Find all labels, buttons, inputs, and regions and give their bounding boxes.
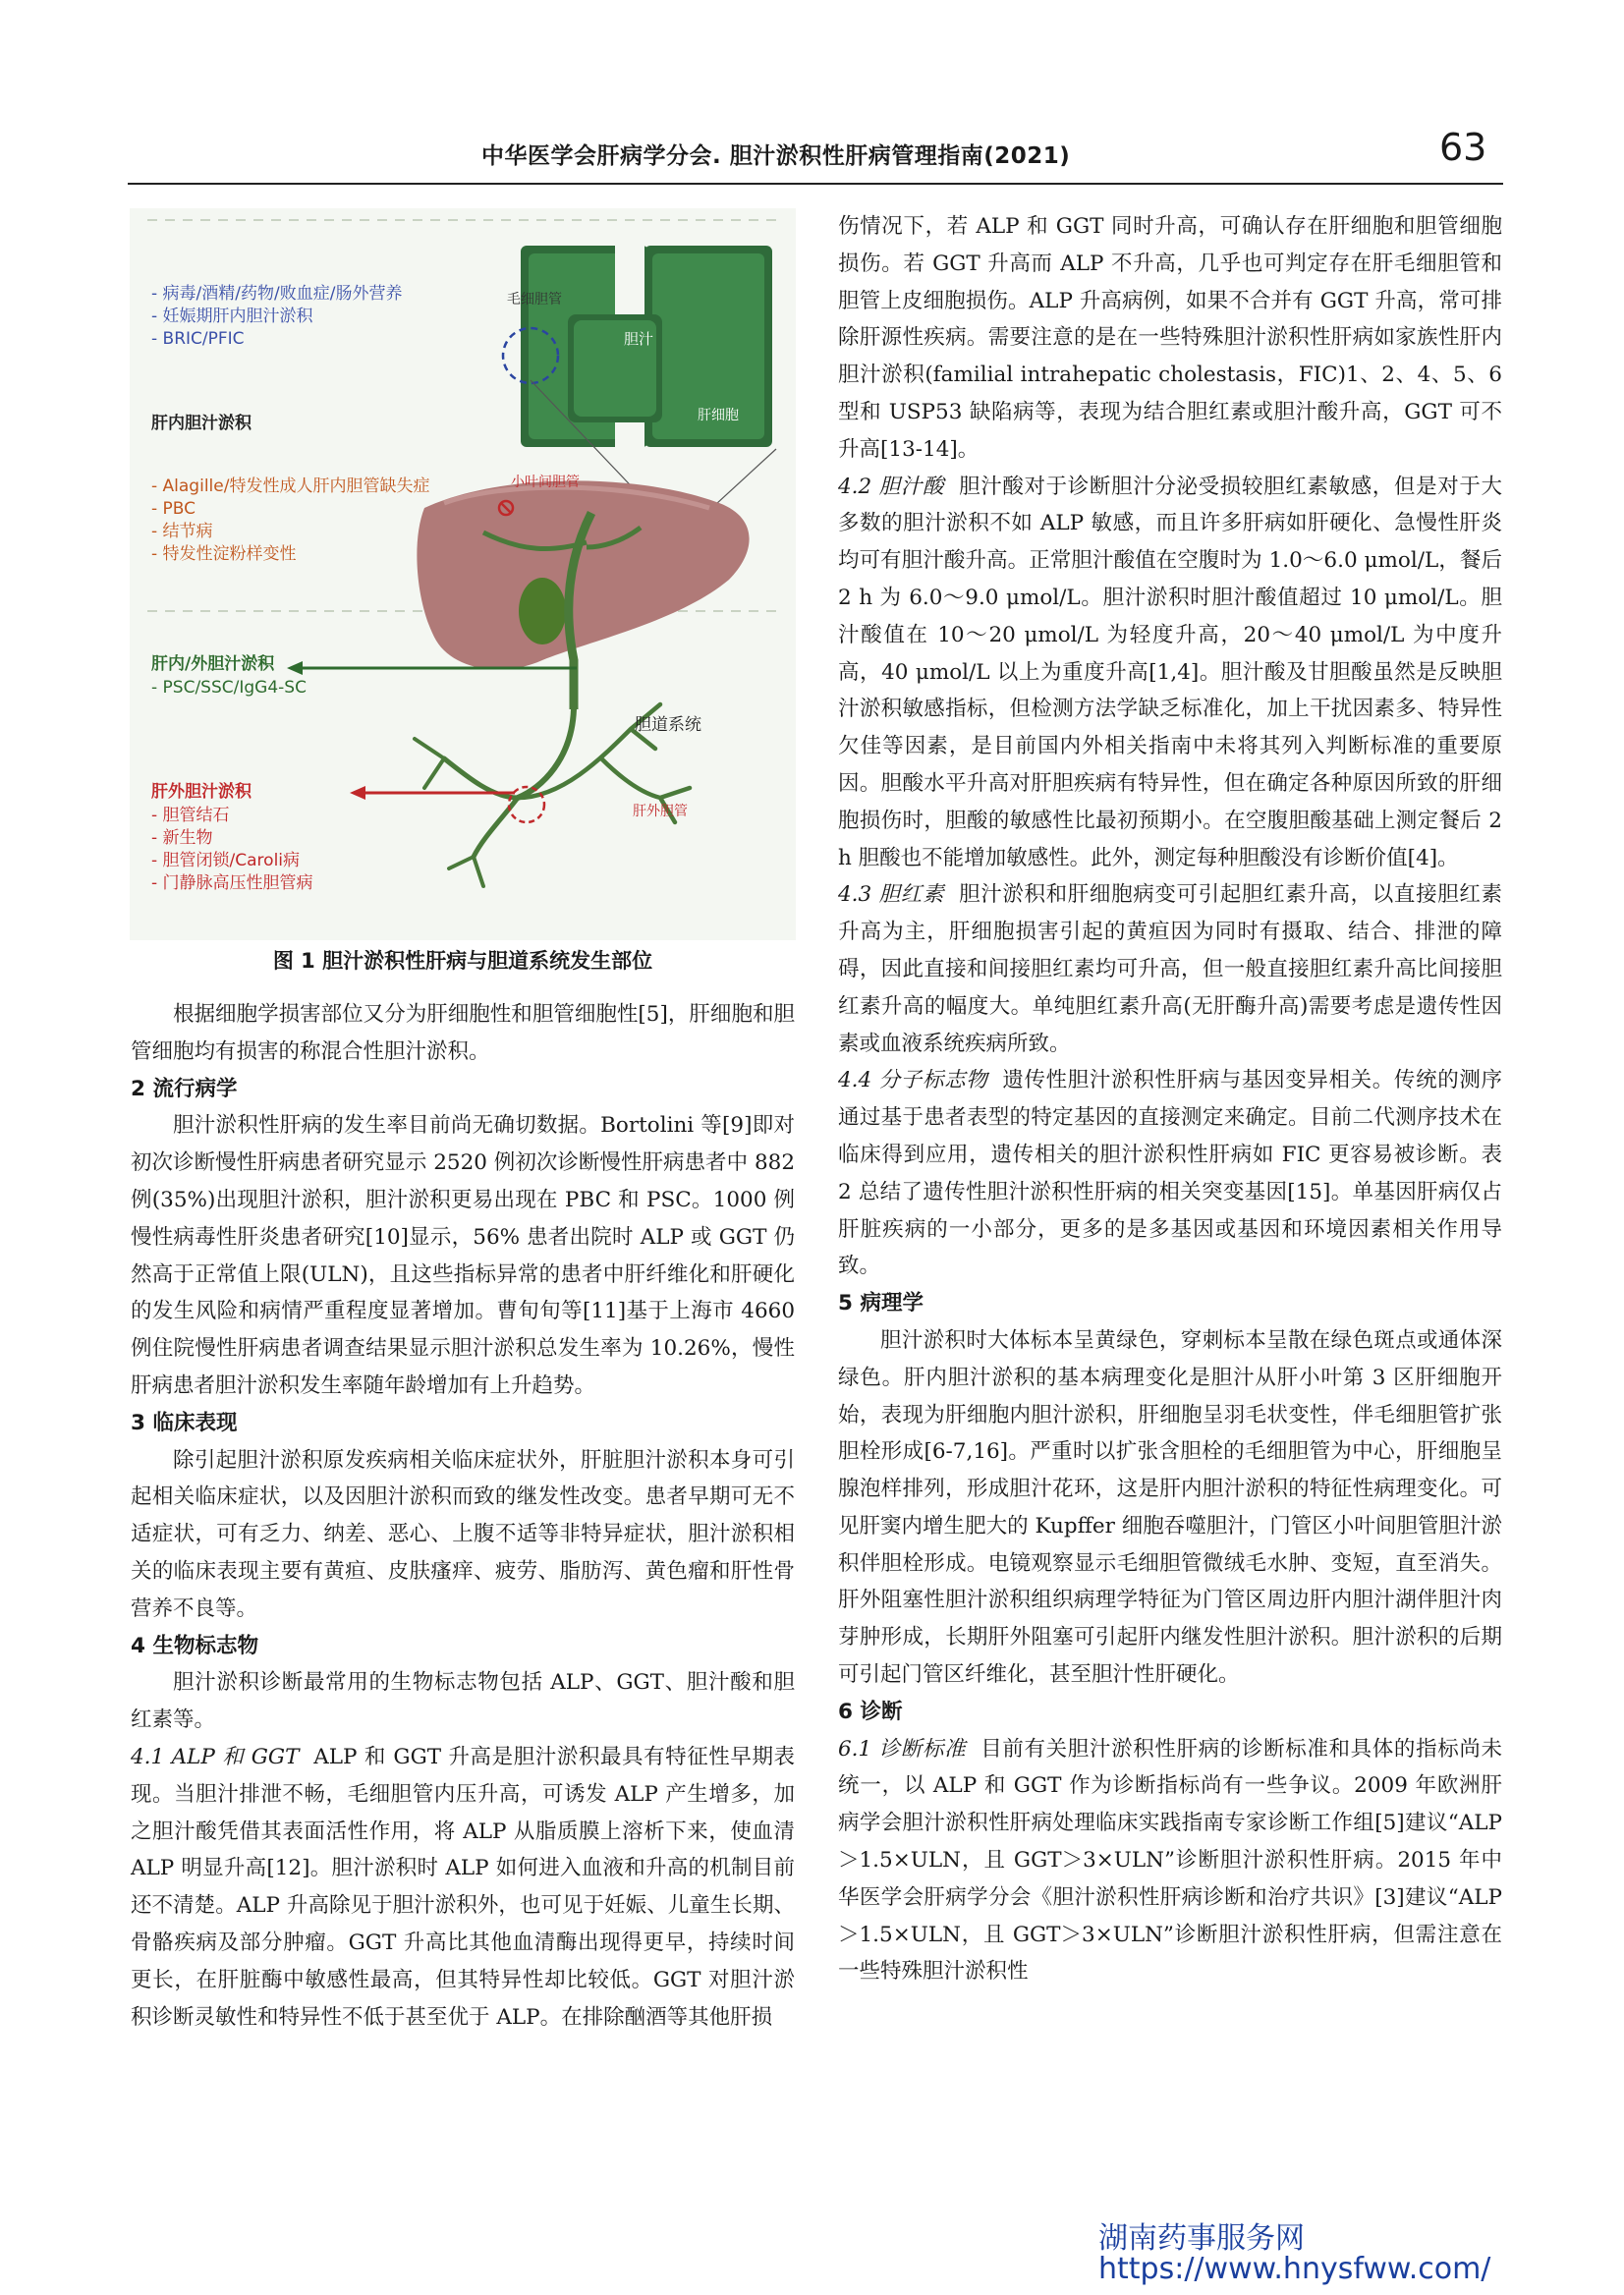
- liver-shape: [417, 480, 749, 709]
- label-hepatocyte: 肝细胞: [698, 408, 739, 423]
- figure-group3-item: - PSC/SSC/IgG4-SC: [151, 678, 307, 698]
- label-biliary-system: 胆道系统: [635, 715, 701, 735]
- figure-group2-item: - PBC: [151, 499, 196, 519]
- figure-title-intrahepatic: 肝内胆汁淤积: [151, 414, 252, 433]
- label-capillary: 毛细胆管: [507, 292, 562, 308]
- header-rule: [128, 183, 1503, 185]
- figure-group2: [151, 476, 429, 566]
- figure-title-intra-extra: 肝内/外胆汁淤积: [151, 654, 275, 674]
- figure-group4-item: - 胆管闭锁/Caroli病: [151, 851, 301, 870]
- page-number: 63: [1439, 126, 1487, 169]
- paragraph: [838, 876, 1502, 1062]
- figure-group4-item: - 胆管结石: [151, 806, 230, 825]
- paragraph: 胆汁淤积性肝病的发生率目前尚无确切数据。Bortolini 等[9]即对初次诊断慢性肝病患者研究显示 2520 例初次诊断慢性肝病患者中 882 例(35%)出现胆汁淤积，胆汁淤积更易出现在 PBC 和 PSC。1000 例慢性病毒性肝炎患者研究[10]显示，56% 患者出院时 ALP 或 GGT 仍然高于正常值上限(ULN)，且这些指标异常的患者中肝纤维化和肝硬化的发生风险和病情严重程度显著增加。曹旬旬等[11]基于上海市 4660 例住院慢性肝病患者调查结果显示胆汁淤积总发生率为 10.26%，慢性肝病患者胆汁淤积发生率随年龄增加有上升趋势。: [131, 1113, 795, 1398]
- figure-1: [130, 208, 796, 940]
- figure-group4-item: - 门静脉高压性胆管病: [151, 873, 313, 893]
- right-column: [838, 208, 1502, 1990]
- paragraph: 胆汁淤积诊断最常用的生物标志物包括 ALP、GGT、胆汁酸和胆红素等。: [131, 1670, 795, 1733]
- figure-group1-item: - 病毒/酒精/药物/败血症/肠外营养: [151, 284, 403, 304]
- paragraph-body: 胆汁酸对于诊断胆汁分泌受损较胆红素敏感，但是对于大多数的胆汁淤积不如 ALP 敏感，而且许多肝病如肝硬化、急慢性肝炎均可有胆汁酸升高。正常胆汁酸值在空腹时为 1.0～6.0 μmol/L，餐后 2 h 为 6.0～9.0 μmol/L。胆汁淤积时胆汁酸值超过 10 μmol/L。胆汁酸值在 10～20 μmol/L 为轻度升高，20～40 μmol/L 为中度升高，40 μmol/L 以上为重度升高[1,4]。胆汁酸及甘胆酸虽然是反映胆汁淤积敏感指标，但检测方法学缺乏标准化，加上干扰因素多、特异性欠佳等因素，是目前国内外相关指南中未将其列入判断标准的重要原因。胆酸水平升高对肝胆疾病有特异性，但在确定各种原因所致的肝细胞损伤时，胆酸的敏感性比最初预期小。在空腹胆酸基础上测定餐后 2 h 胆酸也不能增加敏感性。此外，测定每种胆酸没有诊断价值[4]。: [838, 474, 1503, 870]
- section-heading: 2 流行病学: [131, 1076, 238, 1101]
- figure-group2-item: - 结节病: [151, 522, 213, 541]
- paragraph-body: 胆汁淤积和肝细胞病变可引起胆红素升高，以直接胆红素升高为主，肝细胞损害引起的黄疸因为同时有摄取、结合、排泄的障碍，因此直接和间接胆红素均可升高，但一般直接胆红素升高比间接胆红素升高的幅度大。单纯胆红素升高(无肝酶升高)需要考虑是遗传性因素或血液系统疾病所致。: [838, 882, 1503, 1056]
- figure-group4-item: - 新生物: [151, 828, 213, 848]
- section-heading: 5 病理学: [838, 1291, 924, 1316]
- paragraph-body: 目前有关胆汁淤积性肝病的诊断标准和具体的指标尚未统一，以 ALP 和 GGT 作为诊断指标尚有一些争议。2009 年欧洲肝病学会胆汁淤积性肝病处理临床实践指南专家诊断工作组[5]建议“ALP＞1.5×ULN，且 GGT＞3×ULN”诊断胆汁淤积性肝病。2015 年中华医学会肝病学分会《胆汁淤积性肝病诊断和治疗共识》[3]建议“ALP＞1.5×ULN，且 GGT＞3×ULN”诊断胆汁淤积性肝病，但需注意在一些特殊胆汁淤积性: [838, 1736, 1503, 1985]
- figure-group2-item: - Alagille/特发性成人肝内胆管缺失症: [151, 476, 430, 496]
- paragraph: [131, 1739, 795, 2036]
- section-heading: 3 临床表现: [131, 1410, 238, 1435]
- paragraph: [838, 469, 1502, 877]
- paragraph-body: 遗传性胆汁淤积性肝病与基因变异相关。传统的测序通过基于患者表型的特定基因的直接测定来确定。目前二代测序技术在临床得到应用，遗传相关的胆汁淤积性肝病如 FIC 更容易被诊断。表 2 总结了遗传性胆汁淤积性肝病的相关突变基因[15]。单基因肝病仅占肝脏疾病的一小部分，更多的是多基因或基因和环境因素相关作用导致。: [838, 1068, 1503, 1279]
- paragraph: [838, 1731, 1502, 1991]
- paragraph: 除引起胆汁淤积原发疾病相关临床症状外，肝脏胆汁淤积本身可引起相关临床症状，以及因胆汁淤积而致的继发性改变。患者早期可无不适症状，可有乏力、纳差、恶心、上腹不适等非特异症状，胆汁淤积相关的临床表现主要有黄疸、皮肤瘙痒、疲劳、脂肪泻、黄色瘤和肝性骨营养不良等。: [131, 1447, 795, 1621]
- figure-group2-item: - 特发性淀粉样变性: [151, 544, 297, 564]
- running-header-title: 中华医学会肝病学分会. 胆汁淤积性肝病管理指南(2021): [481, 143, 1071, 169]
- label-interlobular: 小叶间胆管: [511, 475, 580, 490]
- paragraph: 根据细胞学损害部位又分为肝细胞性和胆管细胞性[5]，肝细胞和胆管细胞均有损害的称混合性胆汁淤积。: [131, 1002, 795, 1064]
- paragraph: 伤情况下，若 ALP 和 GGT 同时升高，可确认存在肝细胞和胆管细胞损伤。若 GGT 升高而 ALP 不升高，几乎也可判定存在肝毛细胆管和胆管上皮细胞损伤。ALP 升高病例，如果不合并有 GGT 升高，常可排除肝源性疾病。需要注意的是在一些特殊胆汁淤积性肝病如家族性肝内胆汁淤积(familial intrahepatic cholestasis，FIC)1、2、4、5、6 型和 USP53 缺陷病等，表现为结合胆红素或胆汁酸升高，GGT 可不升高[13-14]。: [838, 214, 1502, 462]
- label-bile: 胆汁: [624, 330, 654, 348]
- paragraph: 胆汁淤积时大体标本呈黄绿色，穿刺标本呈散在绿色斑点或通体深绿色。肝内胆汁淤积的基本病理变化是胆汁从肝小叶第 3 区肝细胞开始，表现为肝细胞内胆汁淤积，肝细胞呈羽毛状变性，伴毛细胆管扩张胆栓形成[6-7,16]。严重时以扩张含胆栓的毛细胆管为中心，肝细胞呈腺泡样排列，形成胆汁花环，这是肝内胆汁淤积的特征性病理变化。可见肝窦内增生肥大的 Kupffer 细胞吞噬胆汁，门管区小叶间胆管胆汁淤积伴胆栓形成。电镜观察显示毛细胆管微绒毛水肿、变短，直至消失。肝外阻塞性胆汁淤积组织病理学特征为门管区周边肝内胆汁湖伴胆汁肉芽肿形成，长期肝外阻塞可引起肝内继发性胆汁淤积。胆汁淤积的后期可引起门管区纤维化，甚至胆汁性肝硬化。: [838, 1327, 1502, 1688]
- figure-group1-item: - BRIC/PFIC: [151, 329, 245, 349]
- subsection-title: 4.4 分子标志物: [838, 1068, 988, 1093]
- subsection-title: 4.3 胆红素: [838, 882, 945, 908]
- figure-group1: [151, 283, 402, 351]
- watermark-site-name: 湖南药事服务网: [1098, 2221, 1305, 2256]
- figure-group4: [151, 805, 313, 895]
- paragraph-body: ALP 和 GGT 升高是胆汁淤积最具有特征性早期表现。当胆汁排泄不畅，毛细胆管内压升高，可诱发 ALP 产生增多，加之胆汁酸凭借其表面活性作用，将 ALP 从脂质膜上溶析下来，使血清 ALP 明显升高[12]。胆汁淤积时 ALP 如何进入血液和升高的机制目前还不清楚。ALP 升高除见于胆汁淤积外，也可见于妊娠、儿童生长期、骨骼疾病及部分肿瘤。GGT 升高比其他血清酶出现得更早，持续时间更长，在肝脏酶中敏感性最高，但其特异性却比较低。GGT 对胆汁淤积诊断灵敏性和特异性不低于甚至优于 ALP。在排除酗酒等其他肝损: [131, 1744, 796, 2030]
- label-extrahepatic-duct: 肝外胆管: [633, 804, 688, 819]
- figure-caption: 图 1 胆汁淤积性肝病与胆道系统发生部位: [272, 949, 653, 973]
- subsection-title: 6.1 诊断标准: [838, 1736, 967, 1762]
- figure-group3: [151, 677, 307, 700]
- section-heading: 4 生物标志物: [131, 1633, 258, 1658]
- subsection-title: 4.2 胆汁酸: [838, 474, 945, 499]
- subsection-title: 4.1 ALP 和 GGT: [131, 1744, 300, 1769]
- section-heading: 6 诊断: [838, 1699, 903, 1724]
- left-column: [131, 996, 795, 2036]
- paragraph: [838, 1062, 1502, 1285]
- figure-title-extrahepatic: 肝外胆汁淤积: [151, 782, 252, 802]
- figure-group1-item: - 妊娠期肝内胆汁淤积: [151, 307, 313, 326]
- watermark-url[interactable]: https://www.hnysfww.com/: [1098, 2252, 1491, 2286]
